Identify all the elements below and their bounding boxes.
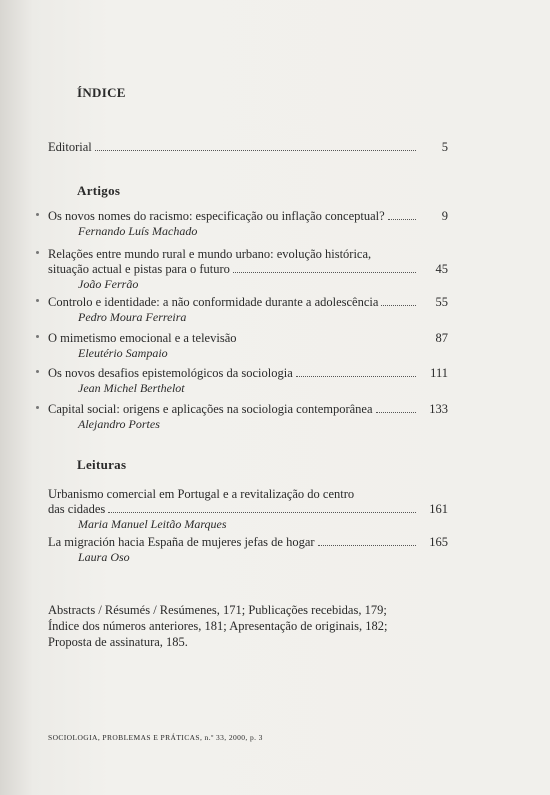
toc-entry-artigo xyxy=(48,295,448,325)
margin-mark xyxy=(36,251,39,254)
page-number: 133 xyxy=(429,402,448,416)
margin-mark xyxy=(36,335,39,338)
dot-leader xyxy=(108,512,416,513)
dot-leader xyxy=(388,219,416,220)
entry-title: Controlo e identidade: a não conformidade durante a adolescência xyxy=(48,295,379,309)
entry-title: Editorial xyxy=(48,140,92,154)
toc-entry-leitura xyxy=(48,487,448,532)
entry-title: O mimetismo emocional e a televisão xyxy=(48,331,237,345)
dot-leader xyxy=(296,376,416,377)
entry-author: Pedro Moura Ferreira xyxy=(78,310,187,324)
entry-author: Laura Oso xyxy=(78,550,130,564)
toc-entry-artigo xyxy=(48,247,448,292)
page-number: 111 xyxy=(430,366,448,380)
toc-entry-artigo xyxy=(48,402,448,432)
dot-leader xyxy=(381,305,416,306)
entry-title: Capital social: origens e aplicações na sociologia contemporânea xyxy=(48,402,373,416)
page-number: 9 xyxy=(441,209,448,223)
toc-title: ÍNDICE xyxy=(77,85,126,100)
entry-author: Eleutério Sampaio xyxy=(78,346,168,360)
dot-leader xyxy=(318,545,416,546)
margin-mark xyxy=(36,370,39,373)
entry-author: João Ferrão xyxy=(78,277,139,291)
margin-mark xyxy=(36,406,39,409)
margin-mark xyxy=(36,299,39,302)
toc-entry-artigo xyxy=(48,209,448,239)
entry-title: La migración hacia España de mujeres jefas de hogar xyxy=(48,535,315,549)
margin-mark xyxy=(36,213,39,216)
page-number: 5 xyxy=(441,140,448,154)
entry-title: Urbanismo comercial em Portugal e a revitalização do centro xyxy=(48,487,355,501)
page-number: 87 xyxy=(435,331,448,345)
section-heading-leituras: Leituras xyxy=(77,457,127,472)
entry-title: Os novos desafios epistemológicos da sociologia xyxy=(48,366,293,380)
journal-name: SOCIOLOGIA, PROBLEMAS E PRÁTICAS, xyxy=(48,733,203,742)
supplementary-list: Abstracts / Résumés / Resúmenes, 171; Publicações recebidas, 179; Índice dos números anteriores, 181; Apresentação de originais, 182; Proposta de assinatura, 185. xyxy=(48,603,388,649)
toc-entry-leitura xyxy=(48,535,448,565)
page-number: 161 xyxy=(429,502,448,516)
dot-leader xyxy=(95,150,416,151)
entry-title-continued: das cidades xyxy=(48,502,106,516)
entry-title: Os novos nomes do racismo: especificação ou inflação conceptual? xyxy=(48,209,385,223)
toc-entry-artigo xyxy=(48,331,448,361)
entry-title-continued: situação actual e pistas para o futuro xyxy=(48,262,230,276)
running-footer xyxy=(48,733,263,742)
dot-leader xyxy=(376,412,416,413)
page-number: 165 xyxy=(429,535,448,549)
entry-author: Fernando Luís Machado xyxy=(78,224,198,238)
entry-author: Jean Michel Berthelot xyxy=(78,381,185,395)
entry-title: Relações entre mundo rural e mundo urbano: evolução histórica, xyxy=(48,247,372,261)
entry-author: Maria Manuel Leitão Marques xyxy=(78,517,227,531)
toc-entry-editorial xyxy=(48,140,448,155)
section-heading-artigos: Artigos xyxy=(77,183,121,198)
dot-leader xyxy=(233,272,416,273)
issue-info: n.º 33, 2000, p. 3 xyxy=(204,733,263,742)
toc-entry-artigo xyxy=(48,366,448,396)
page-number: 45 xyxy=(435,262,448,276)
entry-author: Alejandro Portes xyxy=(78,417,160,431)
page-number: 55 xyxy=(435,295,448,309)
